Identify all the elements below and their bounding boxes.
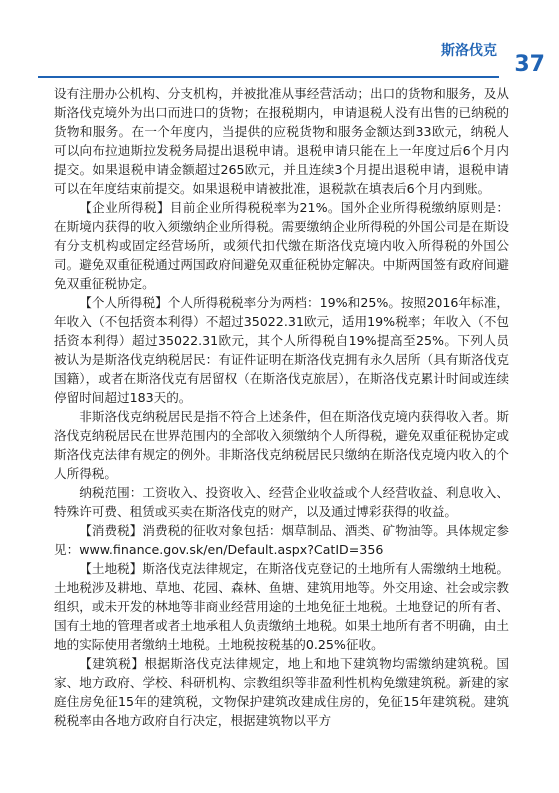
paragraph-text: 非斯洛伐克纳税居民是指不符合上述条件，但在斯洛伐克境内获得收入者。斯洛伐克纳税居民在世界范围内的全部收入须缴纳个人所得税，避免双重征税协定或斯洛伐克法律有规定的例外。非斯洛伐克纳税居民只缴纳在斯洛伐克境内收入的个人所得税。 (54, 409, 509, 481)
section-label: 【建筑税】 (79, 656, 145, 671)
paragraph-text: 根据斯洛伐克法律规定，地上和地下建筑物均需缴纳建筑税。国家、地方政府、学校、科研机构、宗教组织等非盈利性机构免缴建筑税。新建的家庭住房免征15年的建筑税，文物保护建筑改建成住房的，免征15年建筑税。建筑税税率由各地方政府自行决定，根据建筑物以平方 (54, 656, 510, 728)
paragraph (54, 483, 509, 521)
paragraph-text: 个人所得税税率分为两档：19%和25%。按照2016年标准，年收入（不包括资本利得）不超过35022.31欧元，适用19%税率；年收入（不包括资本利得）超过35022.31欧元，其个人所得税自19%提高至25%。下列人员被认为是斯洛伐克纳税居民：有证件证明在斯洛伐克拥有永久居所（具有斯洛伐克国籍），或者在斯洛伐克有居留权（在斯洛伐克旅居），在斯洛伐克累计时间或连续停留时间超过183天的。 (54, 295, 509, 405)
header-divider (38, 76, 499, 78)
paragraph (54, 84, 509, 198)
paragraph-personal-income-tax (54, 293, 509, 407)
paragraph-text: 纳税范围：工资收入、投资收入、经营企业收益或个人经营收益、利息收入、特殊许可费、租赁或买卖在斯洛伐克的财产，以及通过博彩获得的收益。 (54, 485, 509, 519)
section-label: 【土地税】 (79, 561, 143, 576)
section-label: 【企业所得税】 (79, 200, 170, 215)
paragraph-text: 斯洛伐克法律规定，在斯洛伐克登记的土地所有人需缴纳土地税。土地税涉及耕地、草地、花园、森林、鱼塘、建筑用地等。外交用途、社会或宗教组织，或未开发的林地等非商业经营用途的土地免征土地税。土地登记的所有者、国有土地的管理者或者土地承租人负责缴纳土地税。如果土地所有者不明确，由土地的实际使用者缴纳土地税。土地税按税基的0.25%征收。 (54, 561, 510, 652)
section-label: 【个人所得税】 (79, 295, 168, 310)
paragraph-corporate-income-tax (54, 198, 509, 293)
paragraph-consumption-tax (54, 521, 509, 559)
page-header (0, 0, 559, 80)
paragraph-building-tax (54, 654, 509, 730)
paragraph (54, 407, 509, 483)
paragraph-land-tax (54, 559, 509, 654)
paragraph-text: 目前企业所得税税率为21%。国外企业所得税缴纳原则是：在斯境内获得的收入须缴纳企业所得税。需要缴纳企业所得税的外国公司是在斯设有分支机构或固定经营场所，或须代扣代缴在斯洛伐克境内收入所得税的外国公司。避免双重征税通过两国政府间避免双重征税协定解决。中斯两国签有政府间避免双重征税协定。 (54, 200, 509, 291)
paragraph-text: 消费税的征收对象包括：烟草制品、酒类、矿物油等。具体规定参见：www.finance.gov.sk/en/Default.aspx?CatID=356 (54, 523, 510, 557)
header-title: 斯洛伐克 (441, 43, 497, 59)
paragraph-text: 设有注册办公机构、分支机构，并被批准从事经营活动；出口的货物和服务，及从斯洛伐克境外为出口而进口的货物；在报税期内，申请退税人没有出售的已纳税的货物和服务。在一个年度内，当提供的应税货物和服务金额达到33欧元，纳税人可以向布拉迪斯拉发税务局提出退税申请。退税申请只能在上一年度过后6个月内提交。如果退税申请金额超过265欧元，并且连续3个月提出退税申请，退税申请可以在年度结束前提交。如果退税申请被批准，退税款在填表后6个月内到账。 (54, 86, 509, 196)
body-text (54, 84, 509, 730)
section-label: 【消费税】 (79, 523, 143, 538)
page-number: 37 (514, 52, 545, 77)
